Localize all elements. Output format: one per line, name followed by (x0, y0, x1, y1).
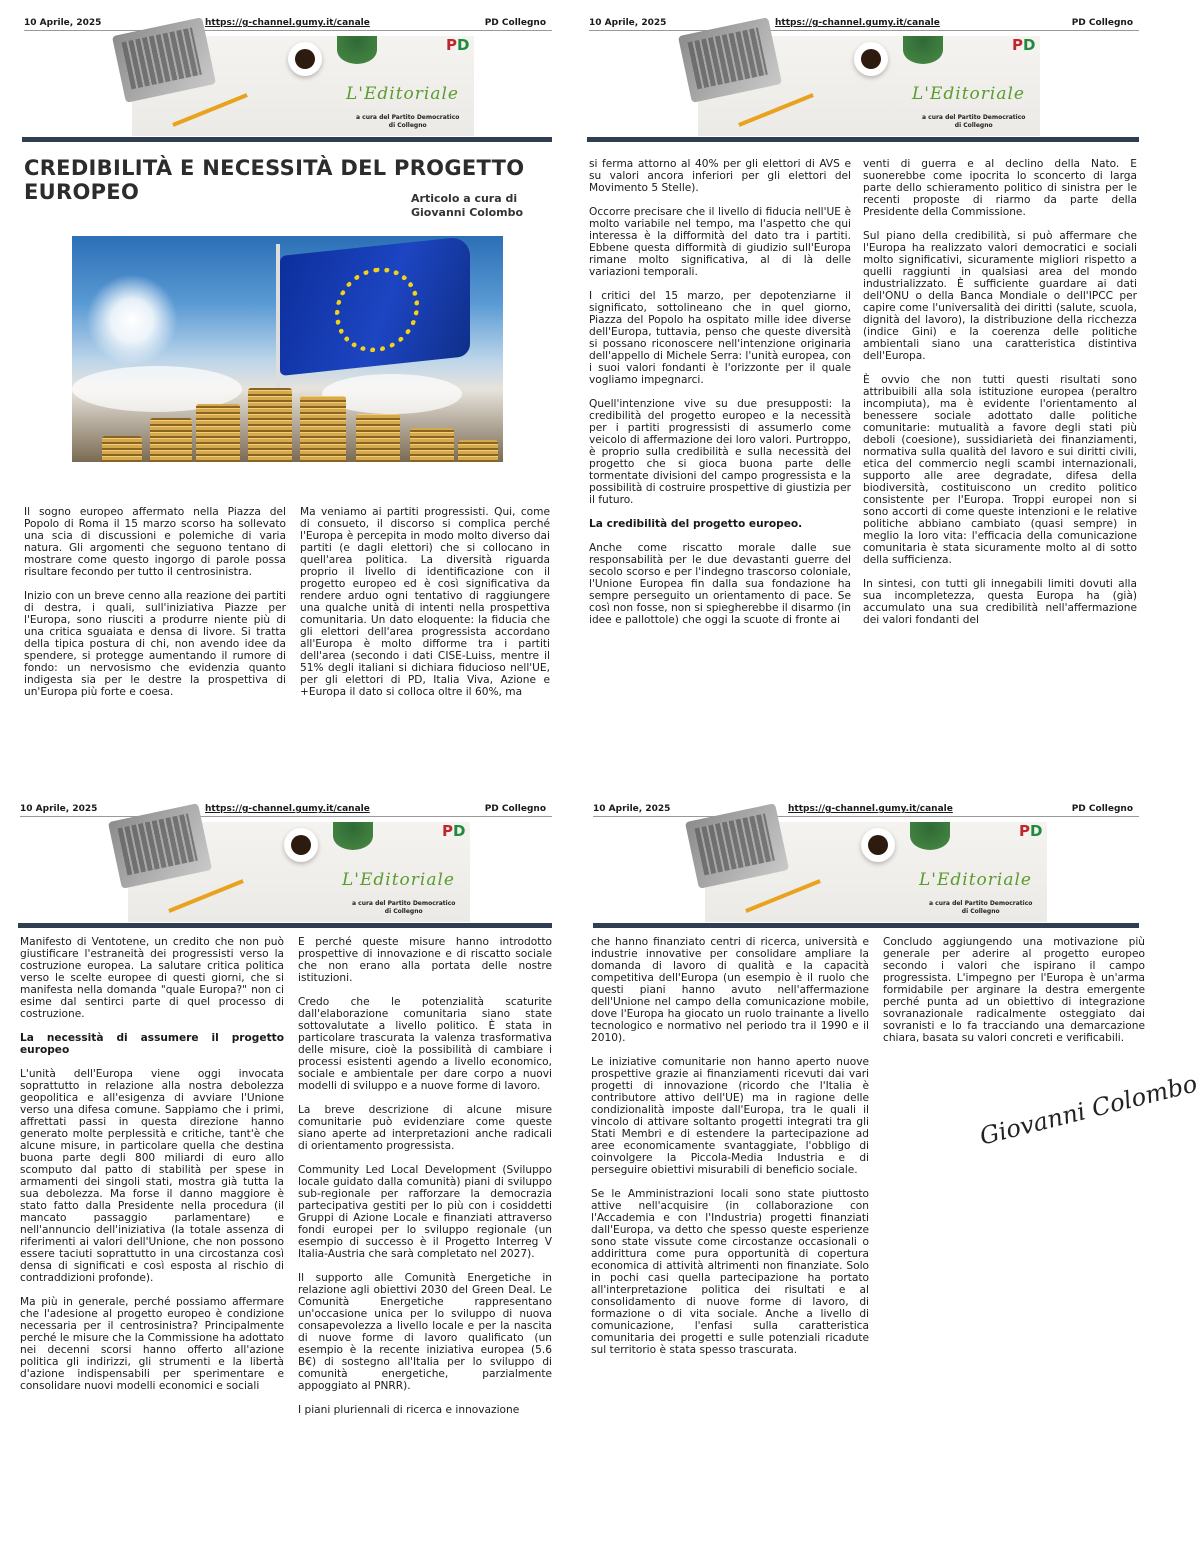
page-header (583, 16, 1153, 34)
page-3-column-1 (20, 936, 284, 1404)
page-4 (583, 786, 1200, 1565)
pencil-image (172, 93, 248, 127)
page-header (0, 16, 566, 34)
paragraph: si ferma attorno al 40% per gli elettori di AVS e su valori ancora inferiori per gli elettori del Movimento 5 Stelle). (589, 158, 851, 194)
page-4-column-2 (883, 936, 1145, 1056)
paragraph: Le iniziative comunitarie non hanno aperto nuove prospettive grazie ai finanziamenti ricevuti dai vari progetti di innovazione (ricordo che l'Italia è contributore attivo dell'UE) ma in ragione delle condizionalità imposte dall'Europa, tra le quali il vincolo di attivare soltanto progetti integrati tra gli Stati Membri e di estendere la partecipazione ad aree economicamente svantaggiate, l'obbligo di coinvolgere la Piccola-Media Industria e di perseguire obiettivi misurabili di beneficio sociale. (591, 1056, 869, 1176)
paragraph: È ovvio che non tutti questi risultati sono attribuibili alla sola istituzione europea (peraltro incompiuta), ma è evidente l'orientamento al benessere sociale adottato dalle politiche comunitarie: mutualità a favore degli stati più deboli (coesione), sussidiarietà dei finanziamenti, normativa sulla qualità del lavoro e sui diritti civili, etica del commercio negli scambi internazionali, supporto alle aree degradate, difesa della biodiversità, costituiscono un credito politico consistente per l'Europa. Troppi europei non si sono accorti di come queste intenzioni e le relative politiche abbiano cambiato (quasi sempre) in meglio la loro vita: l'efficacia della comunicazione comunitaria è stata sicuramente molto al di sotto della sufficienza. (863, 374, 1137, 566)
editorial-subtitle: a cura del Partito Democratico di Collegno (352, 900, 456, 915)
editorial-title: L'Editoriale (346, 84, 459, 104)
header-url-link[interactable]: https://g-channel.gumy.it/canale (788, 804, 953, 814)
paragraph: I critici del 15 marzo, per depotenziarne il significato, sottolineano che in quel giorno, Piazza del Popolo ha ospitato mille idee diverse dell'Europa, tuttavia, penso che queste diversità si possano riconoscere nell'intenzione originaria dell'appello di Michele Serra: l'unità europea, con i suoi valori fondanti è l'orizzonte per il quale vogliamo impegnarci. (589, 290, 851, 386)
paragraph: Manifesto di Ventotene, un credito che non può giustificare l'estraneità dei progressisti verso la costruzione europea. La salutare critica politica verso le scelte europee di questi giorni, che si manifesta nella domanda "quale Europa?" non ci esime dal sentirci parte di quel processo di costruzione. (20, 936, 284, 1020)
pd-logo: PD (1012, 36, 1036, 54)
eu-flag-coins-photo (72, 236, 503, 462)
header-org: PD Collegno (1071, 804, 1133, 814)
banner-rule (593, 923, 1139, 928)
paragraph: I piani pluriennali di ricerca e innovazione (298, 1404, 520, 1416)
header-divider (593, 816, 1139, 817)
page-3 (0, 786, 566, 1565)
section-heading: La credibilità del progetto europeo. (589, 518, 803, 530)
editorial-title: L'Editoriale (912, 84, 1025, 104)
banner-rule (18, 923, 552, 928)
paragraph: Concludo aggiungendo una motivazione più generale per aderire al progetto europeo secondo i valori che ispirano il campo progressista. L'impegno per l'Europa è un'arma formidabile per arginare la destra emergente perché punta ad un obiettivo di integrazione sovranazionale radicalmente osteggiato dai sovranisti e lo fa tracciando una demarcazione chiara, basata su valori concreti e verificabili. (883, 936, 1145, 1044)
page-4-column-1 (591, 936, 869, 1368)
paragraph: La breve descrizione di alcune misure comunitarie può evidenziare come queste siano aperte ad interpretazioni anche radicali di orientamento progressista. (298, 1104, 552, 1152)
header-divider (589, 30, 1139, 31)
paragraph: Sul piano della credibilità, si può affermare che l'Europa ha realizzato valori democratici e sociali molto significativi, sicuramente migliori rispetto a quelli raggiunti in qualsiasi area del mondo industrializzato. È sufficiente guardare ai dati dell'ONU o della Banca Mondiale o dell'IPCC per capire come l'universalità dei diritti (salute, scuola, dignità del lavoro), la distribuzione della ricchezza (indice Gini) e la coerenza delle politiche ambientali siano una caratteristica distintiva dell'Europa. (863, 230, 1137, 362)
paragraph: Se le Amministrazioni locali sono state piuttosto attive nell'acquisire (in collaborazione con l'Accademia e con l'Industria) progetti finanziati dall'Europa, va detto che spesso queste esperienze sono state vissute come circostanze occasionali o addirittura come pura opportunità di copertura economica di attività altrimenti non finanziate. Solo in pochi casi quella partecipazione ha portato all'interpretazione politica dei risultati e al consolidamento di nuove forme di lavoro, di formazione o di vita sociale. Anche a livello di comunicazione, l'enfasi sulla caratteristica comunitaria dei progetti e sulle potenziali ricadute sul territorio è stata spesso trascurata. (591, 1188, 869, 1356)
header-url-link[interactable]: https://g-channel.gumy.it/canale (775, 18, 940, 28)
page-1-column-2 (300, 506, 550, 710)
pencil-image (745, 879, 821, 913)
article-byline: Articolo a cura di Giovanni Colombo (411, 192, 524, 219)
paragraph: Il sogno europeo affermato nella Piazza del Popolo di Roma il 15 marzo scorso ha sollevato una scia di discussioni e polemiche di varia natura. Gli argomenti che seguono tentano di mostrare come questo ingorgo di parole possa risultare fecondo per tutto il centrosinistra. (24, 506, 286, 578)
author-signature: Giovanni Colombo (976, 1069, 1200, 1151)
page-header (583, 802, 1153, 820)
header-url-link[interactable]: https://g-channel.gumy.it/canale (205, 18, 370, 28)
editorial-title: L'Editoriale (342, 870, 455, 890)
paragraph: E perché queste misure hanno introdotto prospettive di innovazione e di riscatto sociale che non erano alla portata delle nostre istituzioni. (298, 936, 552, 984)
header-date: 10 Aprile, 2025 (589, 18, 667, 28)
pd-logo: PD (446, 36, 470, 54)
paragraph: Occorre precisare che il livello di fiducia nell'UE è molto variabile nel tempo, ma l'aspetto che qui interessa è la difformità del dato tra i partiti. Ebbene questa difformità di giudizio sull'Europa rimane molto significativa, al di là delle variazioni temporali. (589, 206, 851, 278)
editorial-subtitle: a cura del Partito Democratico di Collegno (922, 114, 1026, 129)
editorial-banner (705, 822, 1047, 922)
paragraph: che hanno finanziato centri di ricerca, università e industrie innovative per consolidare ampliare la domanda di lavoro di qualità e la capacità competitiva dell'Europa (un esempio è il ruolo che questi piani hanno avuto nell'affermazione dell'Unione nel campo della comunicazione mobile, dove l'Europa ha giocato un ruolo trainante a livello tecnologico e normativo nel periodo tra il 1990 e il 2010). (591, 936, 869, 1044)
coffee-cup-image (284, 828, 318, 862)
banner-rule (587, 137, 1139, 142)
header-divider (24, 30, 552, 31)
coffee-cup-image (288, 42, 322, 76)
paragraph: Quell'intenzione vive su due presupposti: la credibilità del progetto europeo e la necessità per i partiti progressisti di assumerlo come veicolo di affermazione dei loro valori. Purtroppo, è proprio sulla credibilità e sulla necessità del progetto che si gioca buona parte delle tormentate divisioni del campo progressista e la possibilità di costruire prospettive di giustizia per il futuro. (589, 398, 851, 506)
page-1-column-1 (24, 506, 286, 710)
plant-image (337, 36, 377, 64)
page-1 (0, 0, 566, 768)
editorial-subtitle: a cura del Partito Democratico di Collegno (356, 114, 460, 129)
coin-stacks-image (72, 372, 503, 462)
editorial-title: L'Editoriale (919, 870, 1032, 890)
pd-logo: PD (1019, 822, 1043, 840)
header-divider (20, 816, 552, 817)
page-3-column-2 (298, 936, 552, 1428)
header-date: 10 Aprile, 2025 (593, 804, 671, 814)
paragraph: In sintesi, con tutti gli innegabili limiti dovuti alla sua incompletezza, questa Europa ha (già) accumulato una sua credibilità nell'affermazione dei valori fondanti del (863, 578, 1137, 626)
header-org: PD Collegno (484, 804, 546, 814)
page-2 (583, 0, 1153, 768)
header-date: 10 Aprile, 2025 (24, 18, 102, 28)
header-url-link[interactable]: https://g-channel.gumy.it/canale (205, 804, 370, 814)
article-title: CREDIBILITÀ E NECESSITÀ DEL PROGETTO EUROPEO (24, 156, 525, 204)
paragraph: Ma veniamo ai partiti progressisti. Qui, come di consueto, il discorso si complica perché l'Europa è percepita in modo molto diverso dai partiti (e dagli elettori) che si collocano in quell'area politica. La diversità riguarda proprio il livello di identificazione con il progetto europeo ed è così significativa da rendere arduo ogni tentativo di raggiungere una qualche unità di intenti nella prospettiva comunitaria. Un dato eloquente: la fiducia che gli elettori dell'area progressista accordano all'Europa è molto difforme tra i partiti dell'area (secondo i dati CISE-Luiss, mentre il 51% degli italiani si dichiara fiducioso nell'UE, per gli elettori di PD, Italia Viva, Azione e +Europa il dato si colloca oltre il 60%, ma (300, 506, 550, 698)
paragraph: Il supporto alle Comunità Energetiche in relazione agli obiettivi 2030 del Green Deal. Le Comunità Energetiche rappresentano un'occasione unica per lo sviluppo di nuova consapevolezza a livello locale e per la nascita di nuove forme di lavoro qualificato (un esempio è la recente iniziativa europea (5.6 B€) di sostegno all'Italia per lo sviluppo di comunità energetiche, parzialmente appoggiato al PNRR). (298, 1272, 552, 1392)
plant-image (903, 36, 943, 64)
plant-image (910, 822, 950, 850)
paragraph: Ma più in generale, perché possiamo affermare che l'adesione al progetto europeo è condizione necessaria per il centrosinistra? Principalmente perché le misure che la Commissione ha adottato nei decenni scorsi hanno offerto all'azione politica gli indirizzi, gli strumenti e la libertà d'azione indispensabili per sperimentare e consolidare nuovi modelli economici e sociali (20, 1296, 284, 1392)
editorial-subtitle: a cura del Partito Democratico di Collegno (929, 900, 1033, 915)
pd-logo: PD (442, 822, 466, 840)
page-2-column-1 (589, 158, 851, 638)
editorial-banner (128, 822, 470, 922)
paragraph: venti di guerra e al declino della Nato. E suonerebbe come ipocrita lo sconcerto di larga parte dello schieramento politico di sinistra per le recenti proposte di riarmo da parte della Presidente della Commissione. (863, 158, 1137, 218)
paragraph: Credo che le potenzialità scaturite dall'elaborazione comunitaria siano state sottovalutate a livello politico. È stata in particolare trascurata la valenza trasformativa delle misure, cioè la possibilità di cambiare i processi esistenti agendo a livello economico, sociale e ambientale per dare corpo a nuovi modelli di sviluppo e a nuove forme di lavoro. (298, 996, 552, 1092)
paragraph: L'unità dell'Europa viene oggi invocata soprattutto in relazione alla nostra debolezza geopolitica e all'esigenza di avviare l'Unione verso una difesa comune. Sappiamo che i primi, affrettati passi in questa direzione hanno generato molte perplessità e critiche, tant'è che alcune misure, in particolare quella che destina buona parte degli 800 miliardi di euro allo scomputo dal patto di stabilità per spese in armamenti dei singoli stati, mostra già tutta la sua debolezza. Ma forse il danno maggiore è stato fatto dalla Presidente nella procedura (il mancato passaggio parlamentare) e nell'annuncio dell'iniziativa (la totale assenza di riferimenti ai valori dell'Unione, che non possono essere taciuti soprattutto in una circostanza così densa di significati e così esposta al rischio di contraddizioni profonde). (20, 1068, 284, 1284)
page-header (0, 802, 566, 820)
header-org: PD Collegno (1071, 18, 1133, 28)
pencil-image (168, 879, 244, 913)
editorial-banner (698, 36, 1040, 136)
editorial-banner (132, 36, 474, 136)
page-2-column-2 (863, 158, 1137, 638)
coffee-cup-image (854, 42, 888, 76)
banner-rule (22, 137, 552, 142)
section-heading: La necessità di assumere il progetto europeo (20, 1032, 284, 1056)
coffee-cup-image (861, 828, 895, 862)
pencil-image (738, 93, 814, 127)
paragraph: Inizio con un breve cenno alla reazione dei partiti di destra, i quali, sull'iniziativa Piazze per l'Europa, sono riusciti a produrre niente più di una critica sguaiata e densa di livore. Si tratta della tipica postura di chi, non avendo idee da spendere, si protegge aumentando il rumore di fondo: un nervosismo che evidenzia quanto indigesta sia per le destre la prospettiva di un'Europa più forte e coesa. (24, 590, 286, 698)
header-date: 10 Aprile, 2025 (20, 804, 98, 814)
paragraph: Anche come riscatto morale dalle sue responsabilità per le due devastanti guerre del secolo scorso e per l'indegno trascorso coloniale, l'Unione Europea fin dalla sua fondazione ha sempre perseguito un orientamento di pace. Se così non fosse, non si spiegherebbe il disarmo (in idee e pallottole) che oggi la scuote di fronte ai (589, 542, 851, 626)
eu-flag-icon (280, 236, 470, 376)
paragraph: Community Led Local Development (Sviluppo locale guidato dalla comunità) piani di sviluppo sub-regionale per rafforzare la democrazia partecipativa gestiti per lo più con i cosiddetti Gruppi di Azione Locale e finanziati attraverso fondi europei per lo sviluppo regionale (un esempio di successo è il Progetto Interreg V Italia-Austria che sarà completato nel 2027). (298, 1164, 552, 1260)
header-org: PD Collegno (484, 18, 546, 28)
plant-image (333, 822, 373, 850)
